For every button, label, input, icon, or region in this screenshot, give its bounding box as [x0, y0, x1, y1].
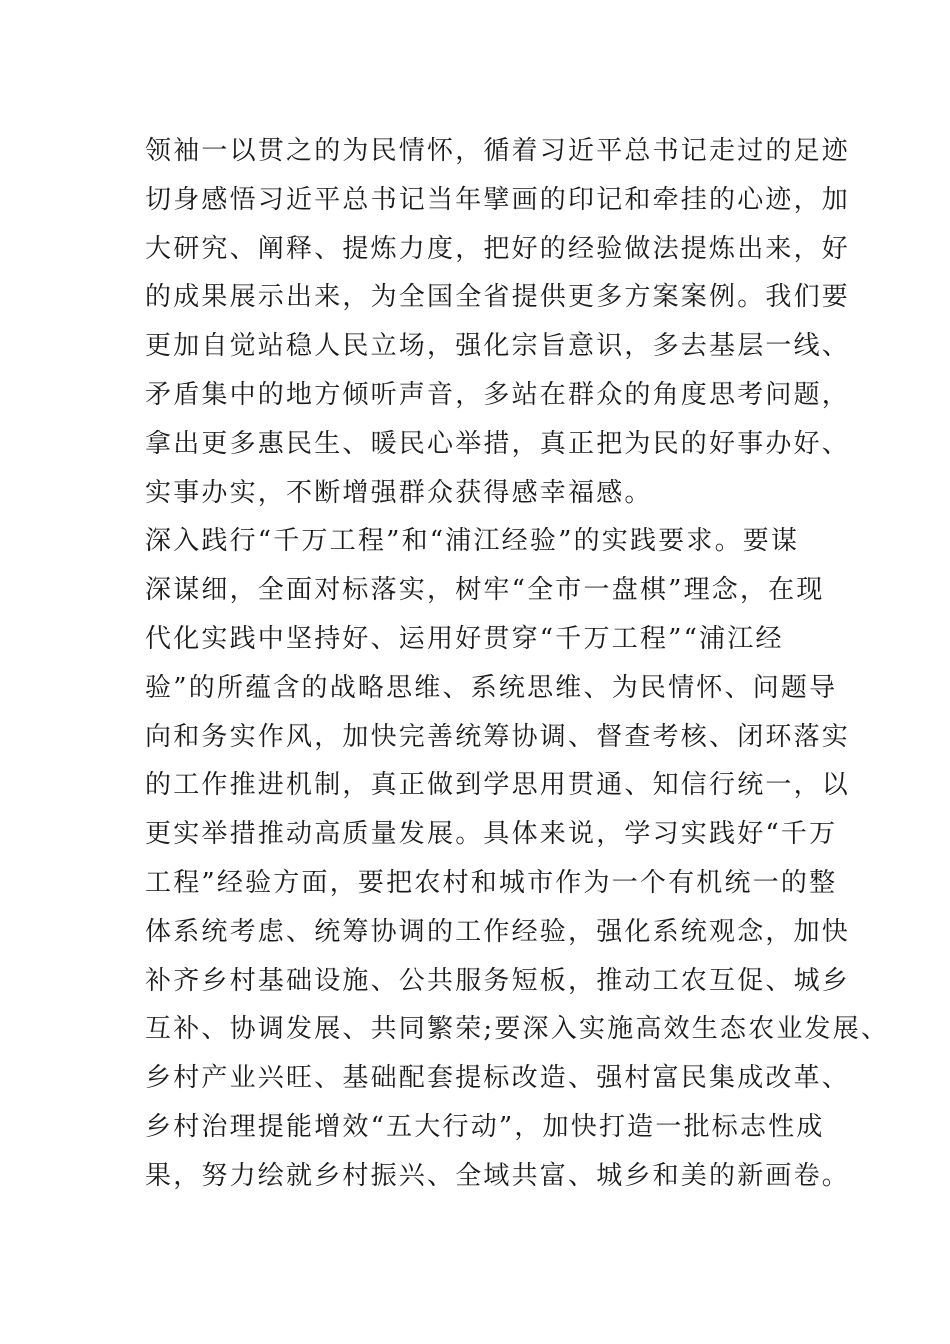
text-line: 拿出更多惠民生、暖民心举措，真正把为民的好事办好、 — [145, 428, 851, 459]
text-line: 向和务实作风，加快完善统筹协调、督查考核、闭环落实 — [145, 721, 851, 752]
text-line: 的工作推进机制，真正做到学思用贯通、知信行统一，以 — [145, 770, 851, 801]
text-line: 切身感悟习近平总书记当年擘画的印记和牵挂的心迹，加 — [145, 184, 851, 215]
text-line: 体系统考虑、统筹协调的工作经验，强化系统观念，加快 — [145, 916, 851, 947]
text-line: 乡村产业兴旺、基础配套提标改造、强村富民集成改革、 — [145, 1063, 851, 1094]
text-line: 果，努力绘就乡村振兴、全域共富、城乡和美的新画卷。 — [145, 1160, 851, 1191]
text-line: 深谋细，全面对标落实，树牢“全市一盘棋”理念，在现 — [145, 575, 825, 606]
body-text — [145, 127, 890, 1201]
text-line: 大研究、阐释、提炼力度，把好的经验做法提炼出来，好 — [145, 233, 851, 264]
text-line: 实事办实，不断增强群众获得感幸福感。 — [145, 477, 653, 508]
text-line: 补齐乡村基础设施、公共服务短板，推动工农互促、城乡 — [145, 965, 851, 996]
text-line: 乡村治理提能增效“五大行动”，加快打造一批标志性成 — [145, 1111, 825, 1142]
text-line: 深入践行“千万工程”和“浦江经验”的实践要求。要谋 — [145, 526, 800, 557]
text-line: 互补、协调发展、共同繁荣;要深入实施高效生态农业发展、 — [145, 1014, 890, 1045]
text-line: 的成果展示出来，为全国全省提供更多方案案例。我们要 — [145, 282, 851, 313]
text-line: 更加自觉站稳人民立场，强化宗旨意识，多去基层一线、 — [145, 331, 851, 362]
text-line: 代化实践中坚持好、运用好贯穿“千万工程”“浦江经 — [145, 623, 784, 654]
text-line: 验”的所蕴含的战略思维、系统思维、为民情怀、问题导 — [145, 672, 838, 703]
text-line: 更实举措推动高质量发展。具体来说，学习实践好“千万 — [145, 819, 838, 850]
text-line: 领袖一以贯之的为民情怀，循着习近平总书记走过的足迹 — [145, 136, 851, 166]
text-line: 矛盾集中的地方倾听声音，多站在群众的角度思考问题， — [145, 379, 851, 410]
text-line: 工程”经验方面，要把农村和城市作为一个有机统一的整 — [145, 867, 838, 898]
